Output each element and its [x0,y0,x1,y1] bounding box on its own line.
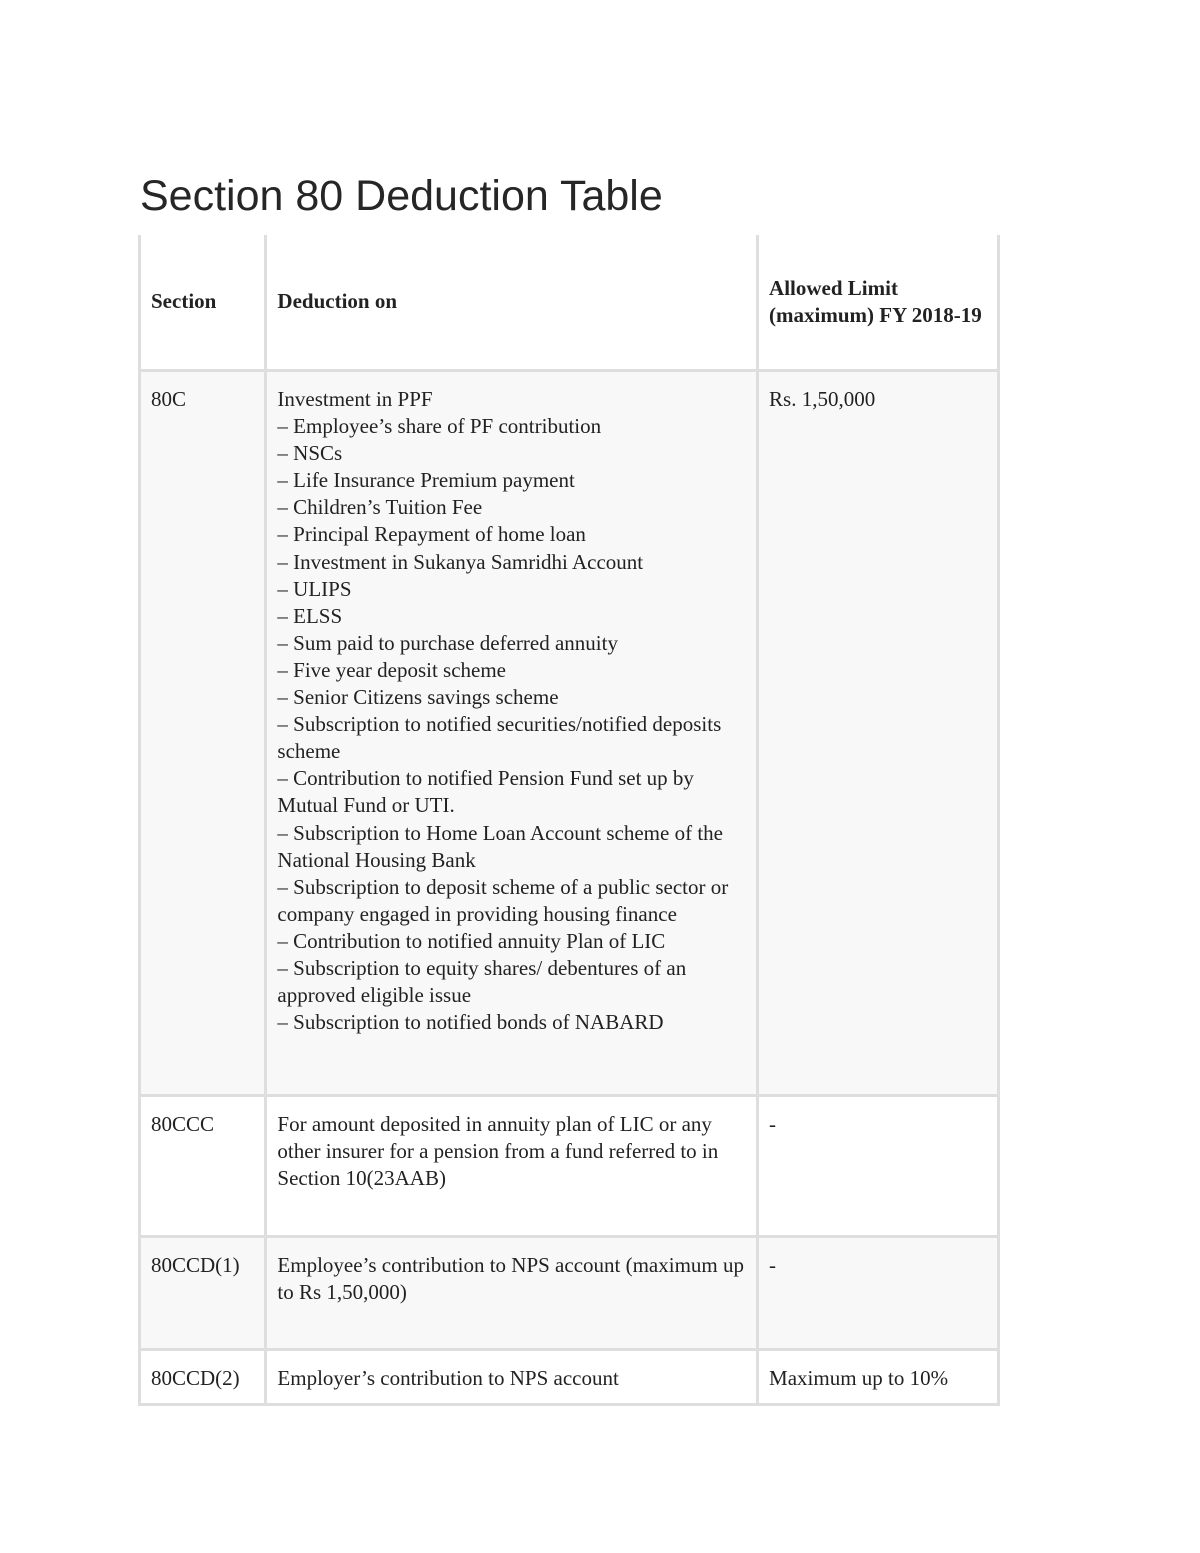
deduction-line: – ELSS [277,603,343,628]
deduction-line: – Senior Citizens savings scheme [277,685,559,710]
deduction-cell [266,371,758,1096]
deduction-table [138,235,1000,1406]
table-row [140,1237,999,1350]
section-cell: 80C [140,371,266,1096]
deduction-line: – Five year deposit scheme [277,657,507,682]
section-cell: 80CCC [140,1096,266,1237]
deduction-line: – Principal Repayment of home loan [277,522,586,547]
deduction-line: – Contribution to notified Pension Fund set up by Mutual Fund or UTI. [277,766,694,818]
deduction-line: – Contribution to notified annuity Plan of LIC [277,928,666,953]
header-deduction: Deduction on [266,235,758,371]
deduction-line: – Sum paid to purchase deferred annuity [277,630,618,655]
section-cell: 80CCD(2) [140,1350,266,1405]
table-header-row [140,235,999,371]
deduction-cell: Employer’s contribution to NPS account [266,1350,758,1405]
header-limit: Allowed Limit (maximum) FY 2018-19 [758,235,999,371]
deduction-line: – Subscription to notified securities/notified deposits scheme [277,712,722,764]
table-row [140,371,999,1096]
deduction-line: – Subscription to equity shares/ debentures of an approved eligible issue [277,955,687,1008]
table-row [140,1350,999,1405]
deduction-cell: For amount deposited in annuity plan of LIC or any other insurer for a pension from a fund referred to in Section 10(23AAB) [266,1096,758,1237]
deduction-line: – Children’s Tuition Fee [277,495,483,520]
deduction-line: – ULIPS [277,576,352,601]
deduction-line: – NSCs [277,441,343,466]
deduction-line: – Investment in Sukanya Samridhi Account [277,549,644,574]
deduction-line: – Life Insurance Premium payment [277,468,575,493]
deduction-line: – Subscription to deposit scheme of a public sector or company engaged in providing housing finance [277,874,729,926]
section-cell: 80CCD(1) [140,1237,266,1350]
deduction-cell: Employee’s contribution to NPS account (maximum up to Rs 1,50,000) [266,1237,758,1350]
limit-cell: Rs. 1,50,000 [758,371,999,1096]
table-row [140,1096,999,1237]
deduction-line: – Subscription to notified bonds of NABARD [277,1010,664,1035]
deduction-line: – Subscription to Home Loan Account scheme of the National Housing Bank [277,820,723,872]
limit-cell: - [758,1096,999,1237]
header-section: Section [140,235,266,371]
limit-cell: - [758,1237,999,1350]
deduction-line: – Employee’s share of PF contribution [277,414,602,439]
page-title: Section 80 Deduction Table [140,172,663,220]
limit-cell: Maximum up to 10% [758,1350,999,1405]
deduction-line: Investment in PPF [277,387,433,411]
